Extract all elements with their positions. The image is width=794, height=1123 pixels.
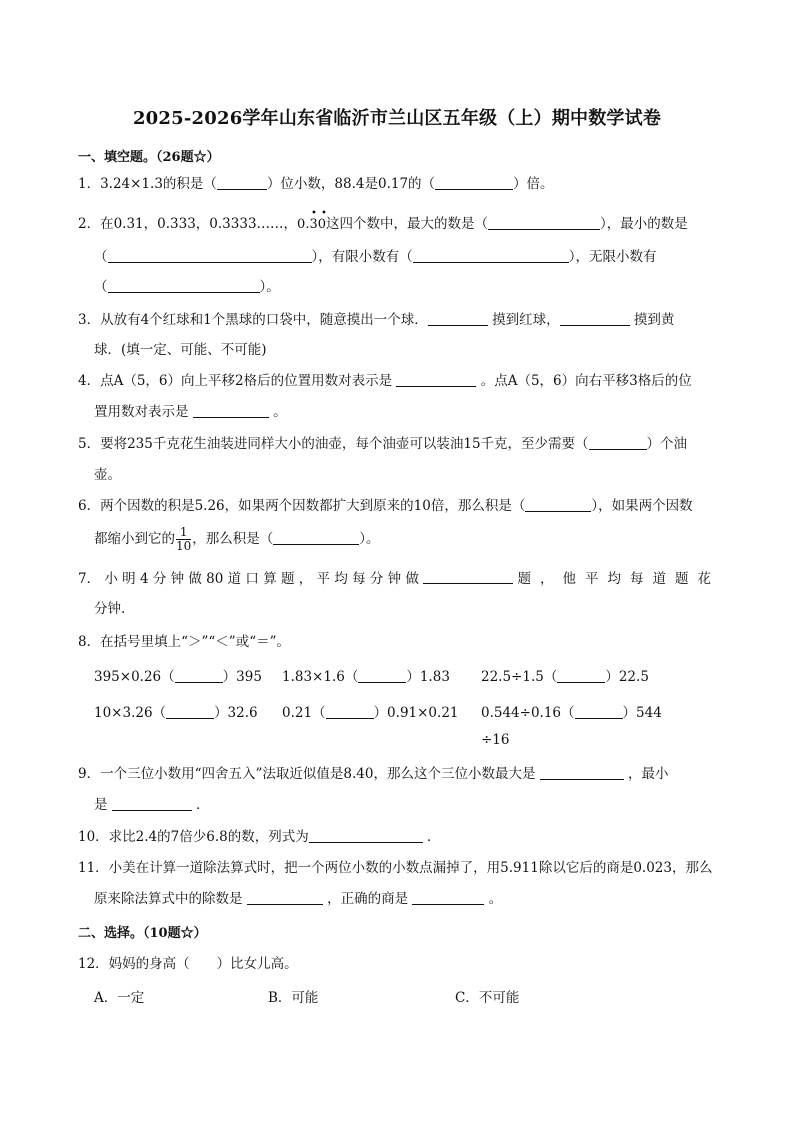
answer-blank[interactable] (435, 175, 513, 190)
compare-item: 395×0.26（ ）395 (94, 669, 262, 685)
answer-blank[interactable] (560, 311, 630, 326)
answer-blank[interactable] (309, 828, 423, 843)
answer-blank[interactable] (217, 175, 267, 190)
compare-item-continuation: ÷16 (481, 732, 510, 748)
section-fill-in-heading: 一、填空题。（26题☆） (78, 150, 220, 165)
repeat-dots: •• (311, 208, 331, 219)
question-6-line-1: 6．两个因数的积是5.26，如果两个因数都扩大到原来的10倍，那么积是（ ），如果两个因数 (78, 498, 693, 514)
answer-blank[interactable] (428, 311, 488, 326)
answer-blank[interactable] (423, 569, 513, 584)
answer-blank[interactable] (540, 765, 624, 780)
answer-blank[interactable] (108, 248, 312, 263)
compare-item: 10×3.26（ ）32.6 (94, 705, 258, 721)
answer-blank[interactable] (589, 435, 647, 450)
question-6-line-2: 都缩小到它的 $\frac{1}{10}$ ，那么积是（ ）。 (94, 525, 380, 553)
question-10: 10．求比2.4的7倍少6.8的数，列式为 ． (78, 829, 441, 845)
question-5-line-2: 壶。 (94, 467, 121, 483)
section-choice-heading: 二、选择。（10题☆） (78, 926, 207, 941)
question-7-line-2: 分钟. (94, 601, 126, 617)
question-12-stem: 12．妈妈的身高（ ）比女儿高。 (78, 956, 298, 972)
answer-blank[interactable] (488, 215, 600, 230)
exam-title: 2025-2026学年山东省临沂市兰山区五年级（上）期中数学试卷 (132, 108, 662, 129)
answer-blank[interactable] (166, 704, 214, 719)
answer-blank[interactable] (247, 890, 323, 905)
answer-blank[interactable] (358, 668, 406, 683)
answer-blank[interactable] (525, 497, 591, 512)
question-7-line-1: 7． 小 明 4 分 钟 做 80 道 口 算 题 ， 平 均 每 分 钟 做 题，他平均每道题花 (78, 571, 720, 587)
fraction-one-tenth: $\frac{1}{10}$ (176, 525, 192, 553)
compare-item: 1.83×1.6（ ）1.83 (282, 669, 450, 685)
answer-blank[interactable] (412, 890, 484, 905)
option-c[interactable]: C．不可能 (455, 990, 520, 1006)
compare-item: 0.21（ ）0.91×0.21 (282, 705, 459, 721)
answer-blank[interactable] (413, 248, 569, 263)
answer-blank[interactable] (112, 796, 192, 811)
answer-blank[interactable] (175, 668, 223, 683)
question-9-line-1: 9．一个三位小数用“四舍五入”法取近似值是8.40，那么这个三位小数最大是 ，最小 (78, 766, 669, 782)
question-4-line-1: 4．点A（5，6）向上平移2格后的位置用数对表示是 。点A（5，6）向右平移3格后的位 (78, 373, 692, 389)
question-3-line-2: 球．(填一定、可能、不可能) (94, 342, 267, 358)
repeating-decimal: •• 0.30 (297, 215, 326, 235)
compare-item: 0.544÷0.16（ ）544 (481, 705, 662, 721)
question-11-line-2: 原来除法算式中的除数是 ，正确的商是 。 (94, 891, 503, 907)
question-3-line-1: 3．从放有4个红球和1个黑球的口袋中，随意摸出一个球． 摸到红球， 摸到黄 (78, 312, 675, 328)
question-8-intro: 8．在括号里填上“＞”“＜”或“＝”。 (78, 634, 290, 650)
answer-blank[interactable] (326, 704, 374, 719)
question-11-line-1: 11．小美在计算一道除法算式时，把一个两位小数的小数点漏掉了，用5.911除以它后的商是0.023，那么 (78, 860, 713, 876)
answer-blank[interactable] (108, 278, 260, 293)
answer-blank[interactable] (193, 403, 269, 418)
question-9-line-2: 是 ． (94, 797, 210, 813)
question-4-line-2: 置用数对表示是 。 (94, 404, 287, 420)
answer-blank[interactable] (273, 530, 359, 545)
answer-blank[interactable] (575, 704, 623, 719)
option-b[interactable]: B．可能 (268, 990, 319, 1006)
answer-blank[interactable] (557, 668, 605, 683)
question-2-line-2: （ ），有限小数有（ ），无限小数有 (94, 249, 657, 265)
compare-item: 22.5÷1.5（ ）22.5 (481, 669, 649, 685)
question-2-line-1: 2．在0.31，0.333，0.3333……， •• 0.30这四个数中，最大的数是（ ），最小的数是 (78, 214, 720, 235)
option-a[interactable]: A．一定 (94, 990, 145, 1006)
answer-blank[interactable] (396, 372, 476, 387)
question-5-line-1: 5．要将235千克花生油装进同样大小的油壶，每个油壶可以装油15千克，至少需要（ ）个油 (78, 436, 688, 452)
question-1: 1．3.24×1.3的积是（ ）位小数，88.4是0.17的（ ）倍。 (78, 176, 554, 192)
question-2-line-3: （ ）。 (94, 279, 280, 295)
